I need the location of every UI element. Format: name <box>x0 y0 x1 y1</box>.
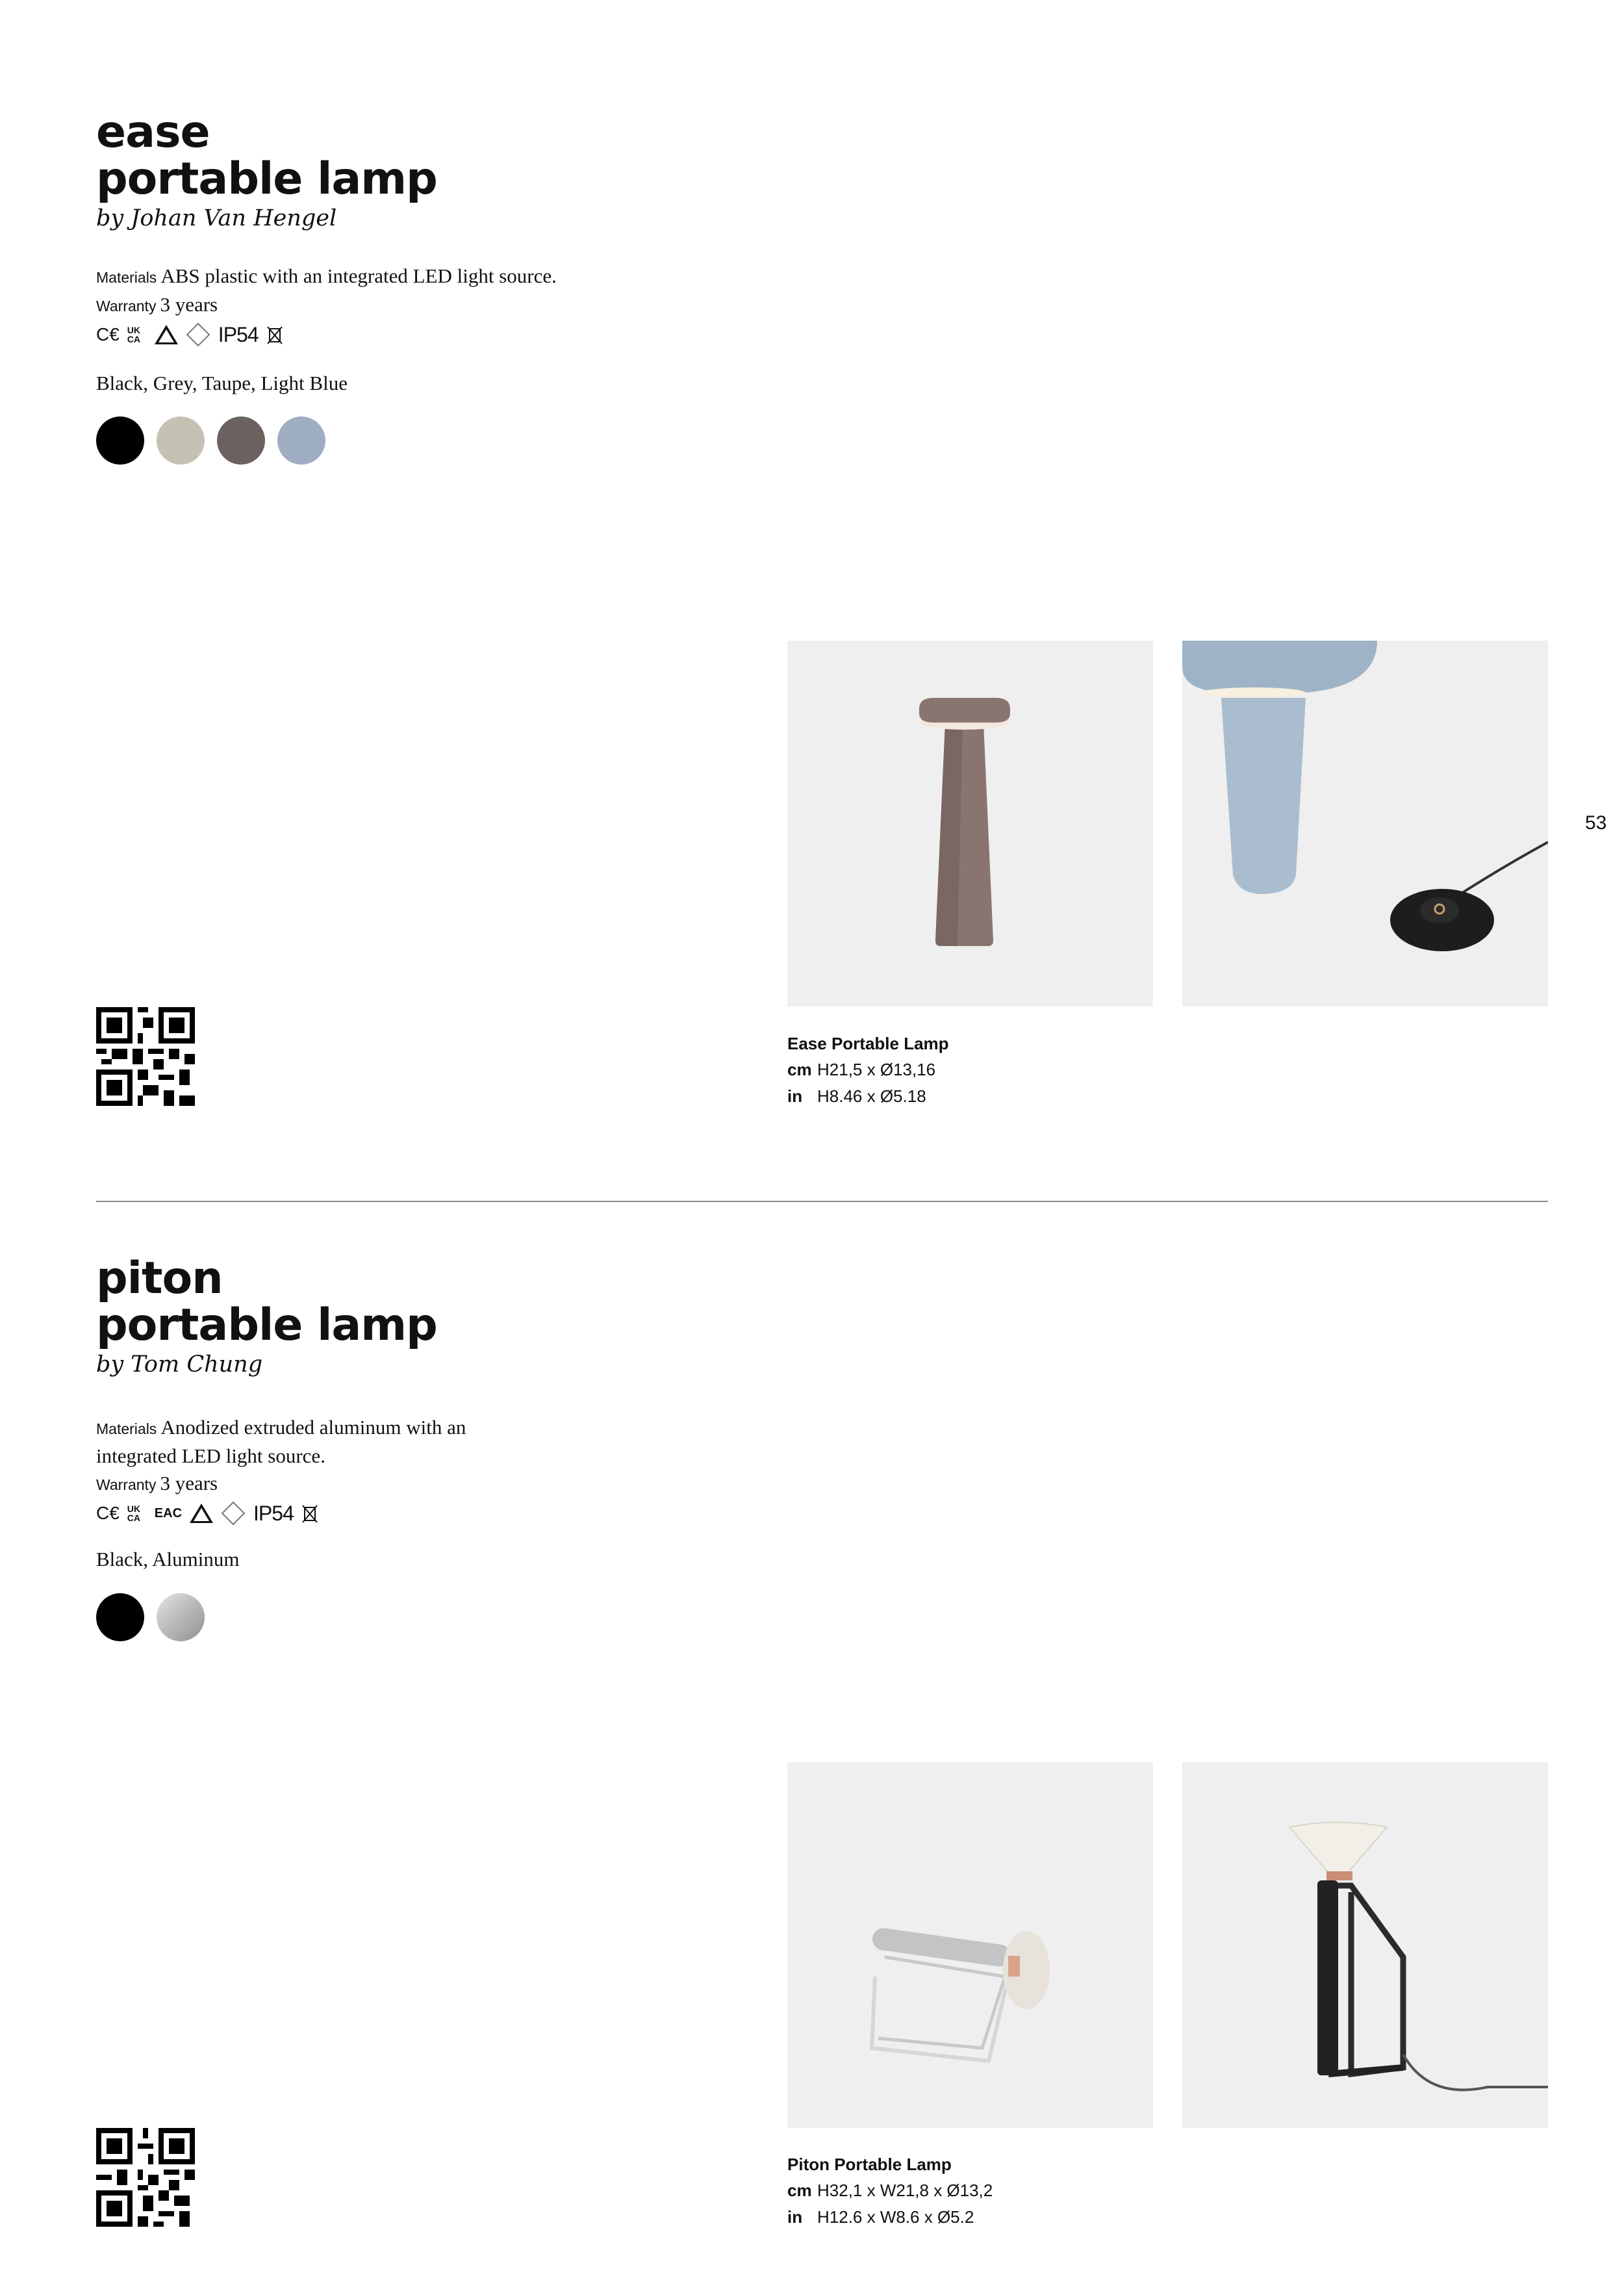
swatch-light-blue[interactable] <box>277 416 325 465</box>
piton-warranty-label: Warranty <box>96 1476 157 1493</box>
ease-title-block <box>96 109 437 231</box>
piton-materials-value-2: integrated LED light source. <box>96 1444 325 1467</box>
eac-mark-icon: EAC <box>154 1506 183 1520</box>
weee-bin-icon <box>266 325 283 344</box>
piton-photo-aluminum <box>787 1762 1153 2128</box>
weee-bin-icon <box>301 1504 318 1523</box>
piton-materials-value-1: Anodized extruded aluminum with an <box>160 1416 466 1439</box>
piton-title-line1: piton <box>96 1253 223 1304</box>
ease-materials <box>96 263 681 291</box>
ease-photo-product <box>787 641 1153 1006</box>
piton-designer: by Tom Chung <box>96 1351 263 1377</box>
piton-photo-black <box>1182 1762 1548 2128</box>
piton-materials-label: Materials <box>96 1420 157 1437</box>
swatch-grey[interactable] <box>157 416 205 465</box>
ease-warranty <box>96 291 681 320</box>
ce-mark-icon: C€ <box>96 324 120 344</box>
piton-in-value: H12.6 x W8.6 x Ø5.2 <box>817 2207 974 2227</box>
ease-caption <box>787 1031 949 1110</box>
cm-label: cm <box>787 2181 812 2200</box>
section-divider <box>96 1201 1548 1202</box>
ease-qr-code[interactable] <box>96 1007 195 1106</box>
ukca-mark-icon: UK CA <box>127 1504 141 1523</box>
rcm-mark-icon <box>155 325 178 344</box>
ease-warranty-value: 3 years <box>160 293 218 316</box>
ease-photo-detail <box>1182 641 1548 1006</box>
swatch-taupe[interactable] <box>217 416 265 465</box>
ease-title-line1: ease <box>96 107 210 158</box>
page-number: 53 <box>1585 812 1607 834</box>
ukca-mark-icon: UK CA <box>127 325 141 344</box>
swatch-black[interactable] <box>96 416 144 465</box>
piton-cm-value: H32,1 x W21,8 x Ø13,2 <box>817 2181 993 2200</box>
ease-cm-value: H21,5 x Ø13,16 <box>817 1060 936 1079</box>
ce-mark-icon: C€ <box>96 1503 120 1523</box>
piton-caption <box>787 2151 993 2231</box>
ease-dim-in <box>787 1083 949 1110</box>
in-label: in <box>787 2207 803 2227</box>
swatch-black[interactable] <box>96 1593 144 1641</box>
piton-qr-code[interactable] <box>96 2128 195 2227</box>
in-label: in <box>787 1086 803 1106</box>
piton-title <box>96 1255 437 1349</box>
ease-dim-cm <box>787 1057 949 1083</box>
piton-title-block <box>96 1255 437 1377</box>
piton-title-line2: portable lamp <box>96 1300 437 1351</box>
piton-black-illustration <box>1182 1762 1548 2128</box>
piton-warranty <box>96 1470 681 1498</box>
cm-label: cm <box>787 1060 812 1079</box>
qr-code-icon <box>96 1007 195 1106</box>
ease-certifications <box>96 321 681 348</box>
ease-swatches <box>96 416 338 468</box>
qr-code-icon <box>96 2128 195 2227</box>
ease-in-value: H8.46 x Ø5.18 <box>817 1086 926 1106</box>
swatch-aluminum[interactable] <box>157 1593 205 1641</box>
piton-specs <box>96 1414 681 1527</box>
ease-charger-illustration <box>1182 641 1548 1006</box>
ease-lamp-illustration <box>787 641 1153 1006</box>
piton-warranty-value: 3 years <box>160 1472 218 1494</box>
piton-dim-cm <box>787 2177 993 2204</box>
ease-title <box>96 109 437 203</box>
ip-rating: IP54 <box>253 1502 294 1525</box>
piton-materials <box>96 1414 681 1470</box>
ease-materials-value: ABS plastic with an integrated LED light source. <box>160 264 557 287</box>
ease-colors-text: Black, Grey, Taupe, Light Blue <box>96 372 348 394</box>
piton-swatches <box>96 1593 217 1645</box>
rcm-mark-icon <box>190 1504 213 1523</box>
ease-materials-label: Materials <box>96 269 157 286</box>
pse-mark-icon <box>186 323 210 347</box>
ease-warranty-label: Warranty <box>96 298 157 314</box>
piton-certifications <box>96 1500 681 1527</box>
piton-aluminum-illustration <box>787 1762 1153 2128</box>
piton-caption-title: Piton Portable Lamp <box>787 2155 952 2174</box>
ease-specs <box>96 263 681 348</box>
ease-designer: by Johan Van Hengel <box>96 205 337 231</box>
piton-dim-in <box>787 2204 993 2231</box>
piton-colors-text: Black, Aluminum <box>96 1548 240 1570</box>
ease-caption-title: Ease Portable Lamp <box>787 1034 949 1053</box>
pse-mark-icon <box>222 1502 246 1526</box>
ip-rating: IP54 <box>218 323 259 346</box>
ease-title-line2: portable lamp <box>96 153 437 205</box>
